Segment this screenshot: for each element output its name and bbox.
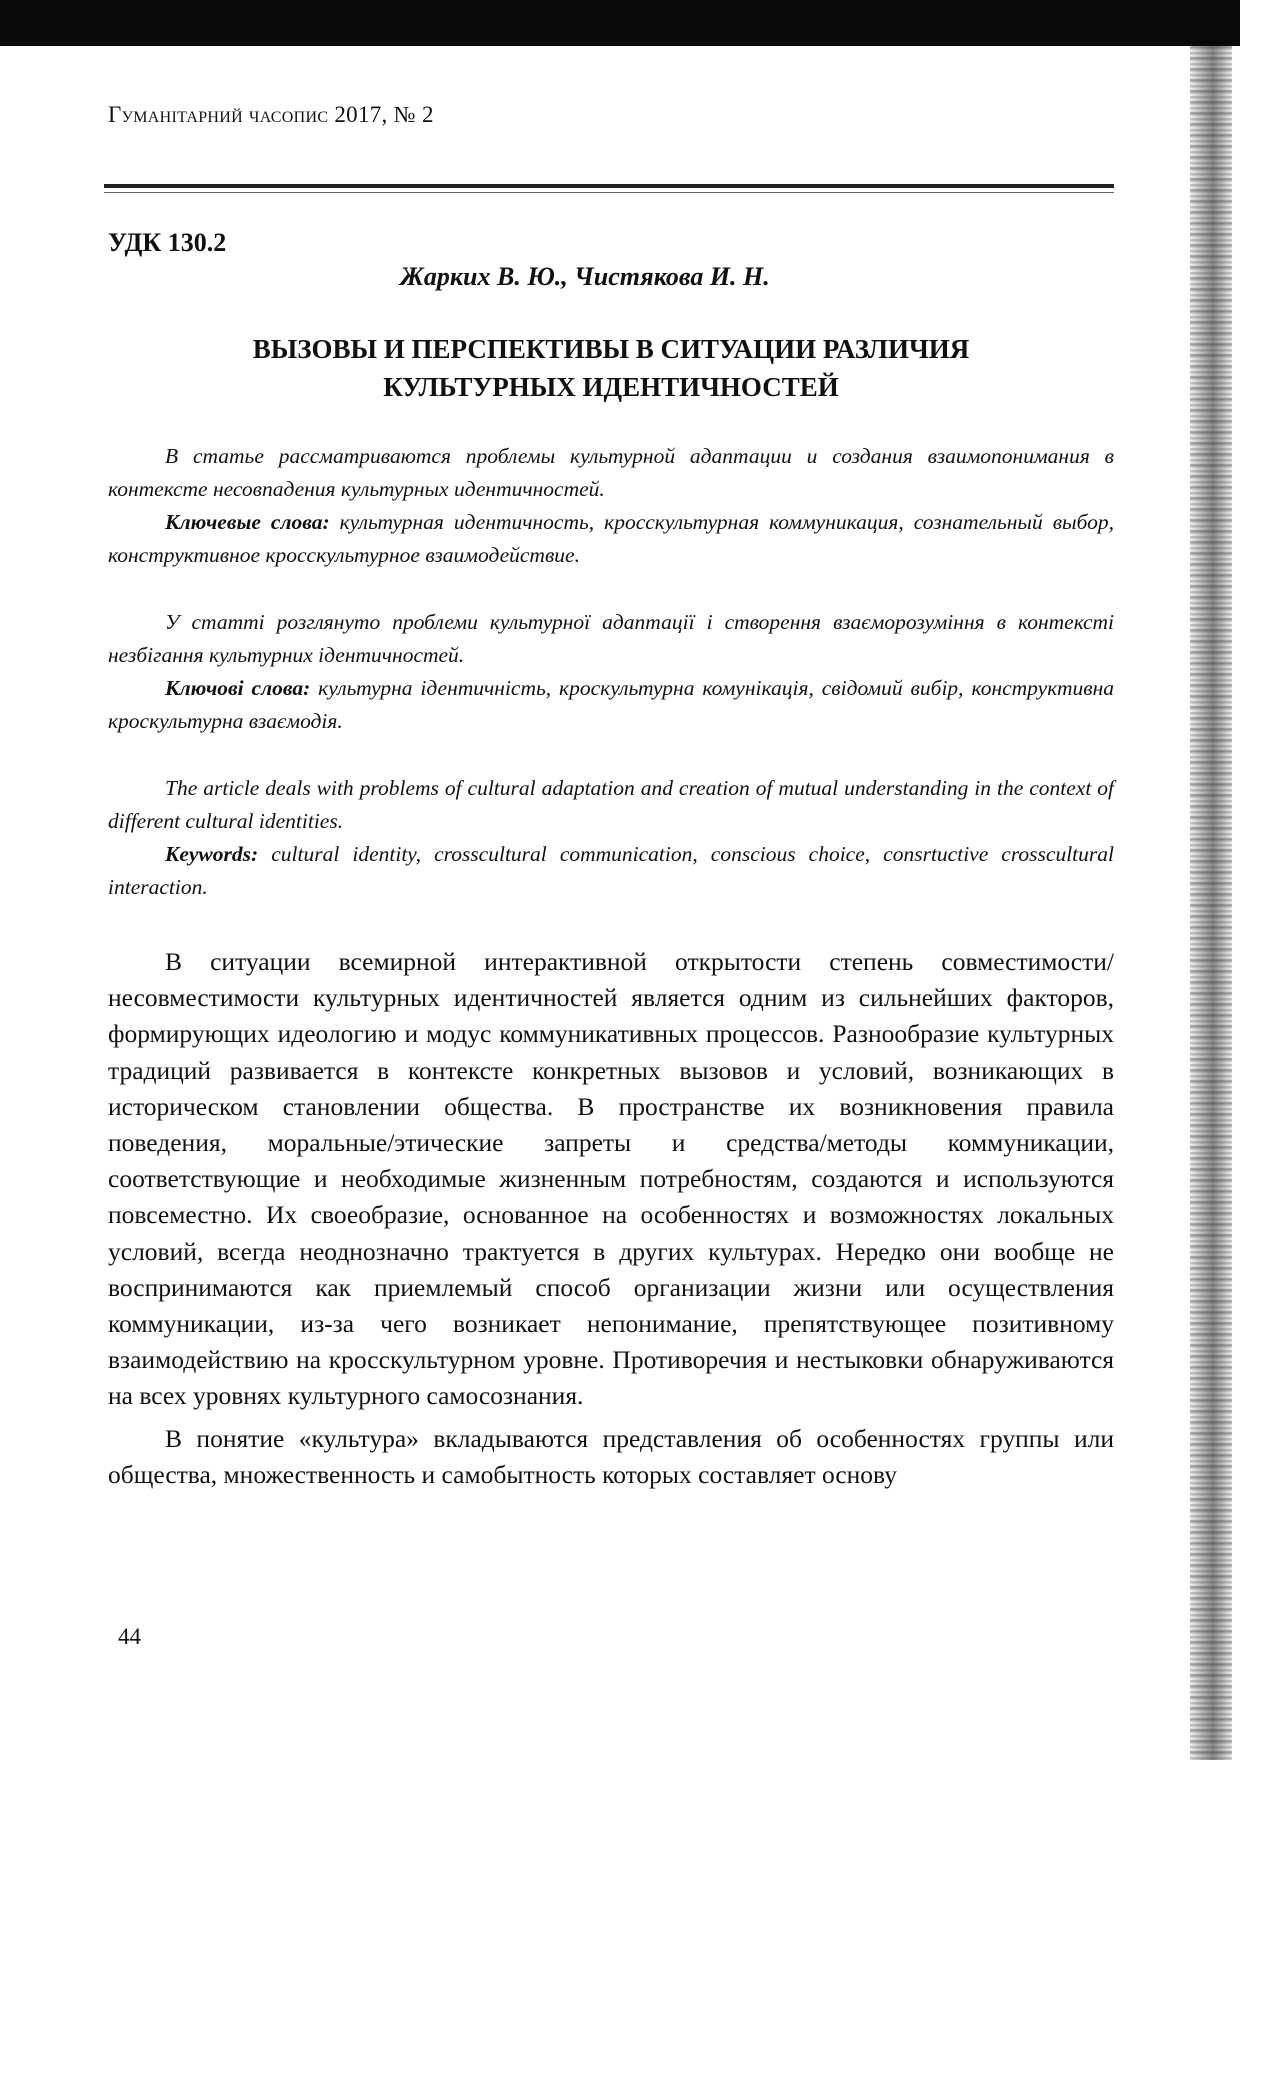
abstract-ua-text: У статті розглянуто проблеми культурної адаптації і створення взаєморозуміння в контексті незбігання культурних ідентичностей.	[108, 610, 1114, 667]
keywords-label-en: Keywords:	[165, 842, 259, 866]
header-rule-thin	[104, 192, 1114, 193]
article-title-line1: ВЫЗОВЫ И ПЕРСПЕКТИВЫ В СИТУАЦИИ РАЗЛИЧИЯ	[252, 334, 970, 364]
body-paragraph-2: В понятие «культура» вкладываются представления об особенностях группы или общества, множественность и самобытность которых составляет основу	[108, 1423, 1114, 1489]
page-number: 44	[118, 1624, 141, 1649]
abstract-ua-keywords	[108, 672, 1114, 738]
keywords-text-en: cultural identity, crosscultural communication, conscious choice, consrtuctive crosscultural interaction.	[108, 842, 1114, 899]
header-rule	[104, 184, 1114, 188]
abstract-ru-keywords	[108, 506, 1114, 572]
article-title	[108, 330, 1114, 406]
article-authors: Жарких В. Ю., Чистякова И. Н.	[400, 262, 770, 291]
abstract-ukrainian	[108, 606, 1114, 738]
scan-top-bar	[0, 0, 1240, 46]
article-body	[108, 944, 1114, 1493]
keywords-text-ru: культурная идентичность, кросскультурная коммуникация, сознательный выбор, конструктивное кросскультурное взаимодействие.	[108, 510, 1114, 567]
abstract-en-text: The article deals with problems of cultural adaptation and creation of mutual understanding in the context of different cultural identities.	[108, 776, 1114, 833]
abstract-russian	[108, 440, 1114, 572]
article-title-line2: КУЛЬТУРНЫХ ИДЕНТИЧНОСТЕЙ	[383, 372, 839, 402]
body-paragraph-1: В ситуации всемирной интерактивной открытости степень совместимости/несовместимости культурных идентичностей является одним из сильнейших факторов, формирующих идеологию и модус коммуникативных процессов. Разнообразие культурных традиций развивается в контексте конкретных вызовов и условий, возникающих в историческом становлении общества. В пространстве их возникновения правила поведения, моральные/этические запреты и средства/методы коммуникации, соответствующие и необходимые жизненным потребностям, создаются и используются повсеместно. Их своеобразие, основанное на особенностях и возможностях локальных условий, всегда неоднозначно трактуется в других культурах. Нередко они вообще не воспринимаются как приемлемый способ организации жизни или осуществления коммуникации, из-за чего возникает непонимание, препятствующее позитивному взаимодействию на кросскультурном уровне. Противоречия и нестыковки обнаруживаются на всех уровнях культурного самосознания.	[108, 947, 1114, 1411]
abstract-ru-text: В статье рассматриваются проблемы культурной адаптации и создания взаимопонимания в контексте несовпадения культурных идентичностей.	[108, 444, 1114, 501]
running-head: Гуманітарний часопис 2017, № 2	[108, 102, 434, 127]
abstract-en-keywords	[108, 838, 1114, 904]
keywords-text-ua: культурна ідентичність, кроскультурна комунікація, свідомий вибір, конструктивна кроскультурна взаємодія.	[108, 676, 1114, 733]
keywords-label-ru: Ключевые слова:	[165, 510, 330, 534]
scan-page-edge	[1190, 40, 1232, 1760]
keywords-label-ua: Ключові слова:	[165, 676, 311, 700]
abstract-english	[108, 772, 1114, 904]
udk-code: УДК 130.2	[108, 228, 227, 257]
